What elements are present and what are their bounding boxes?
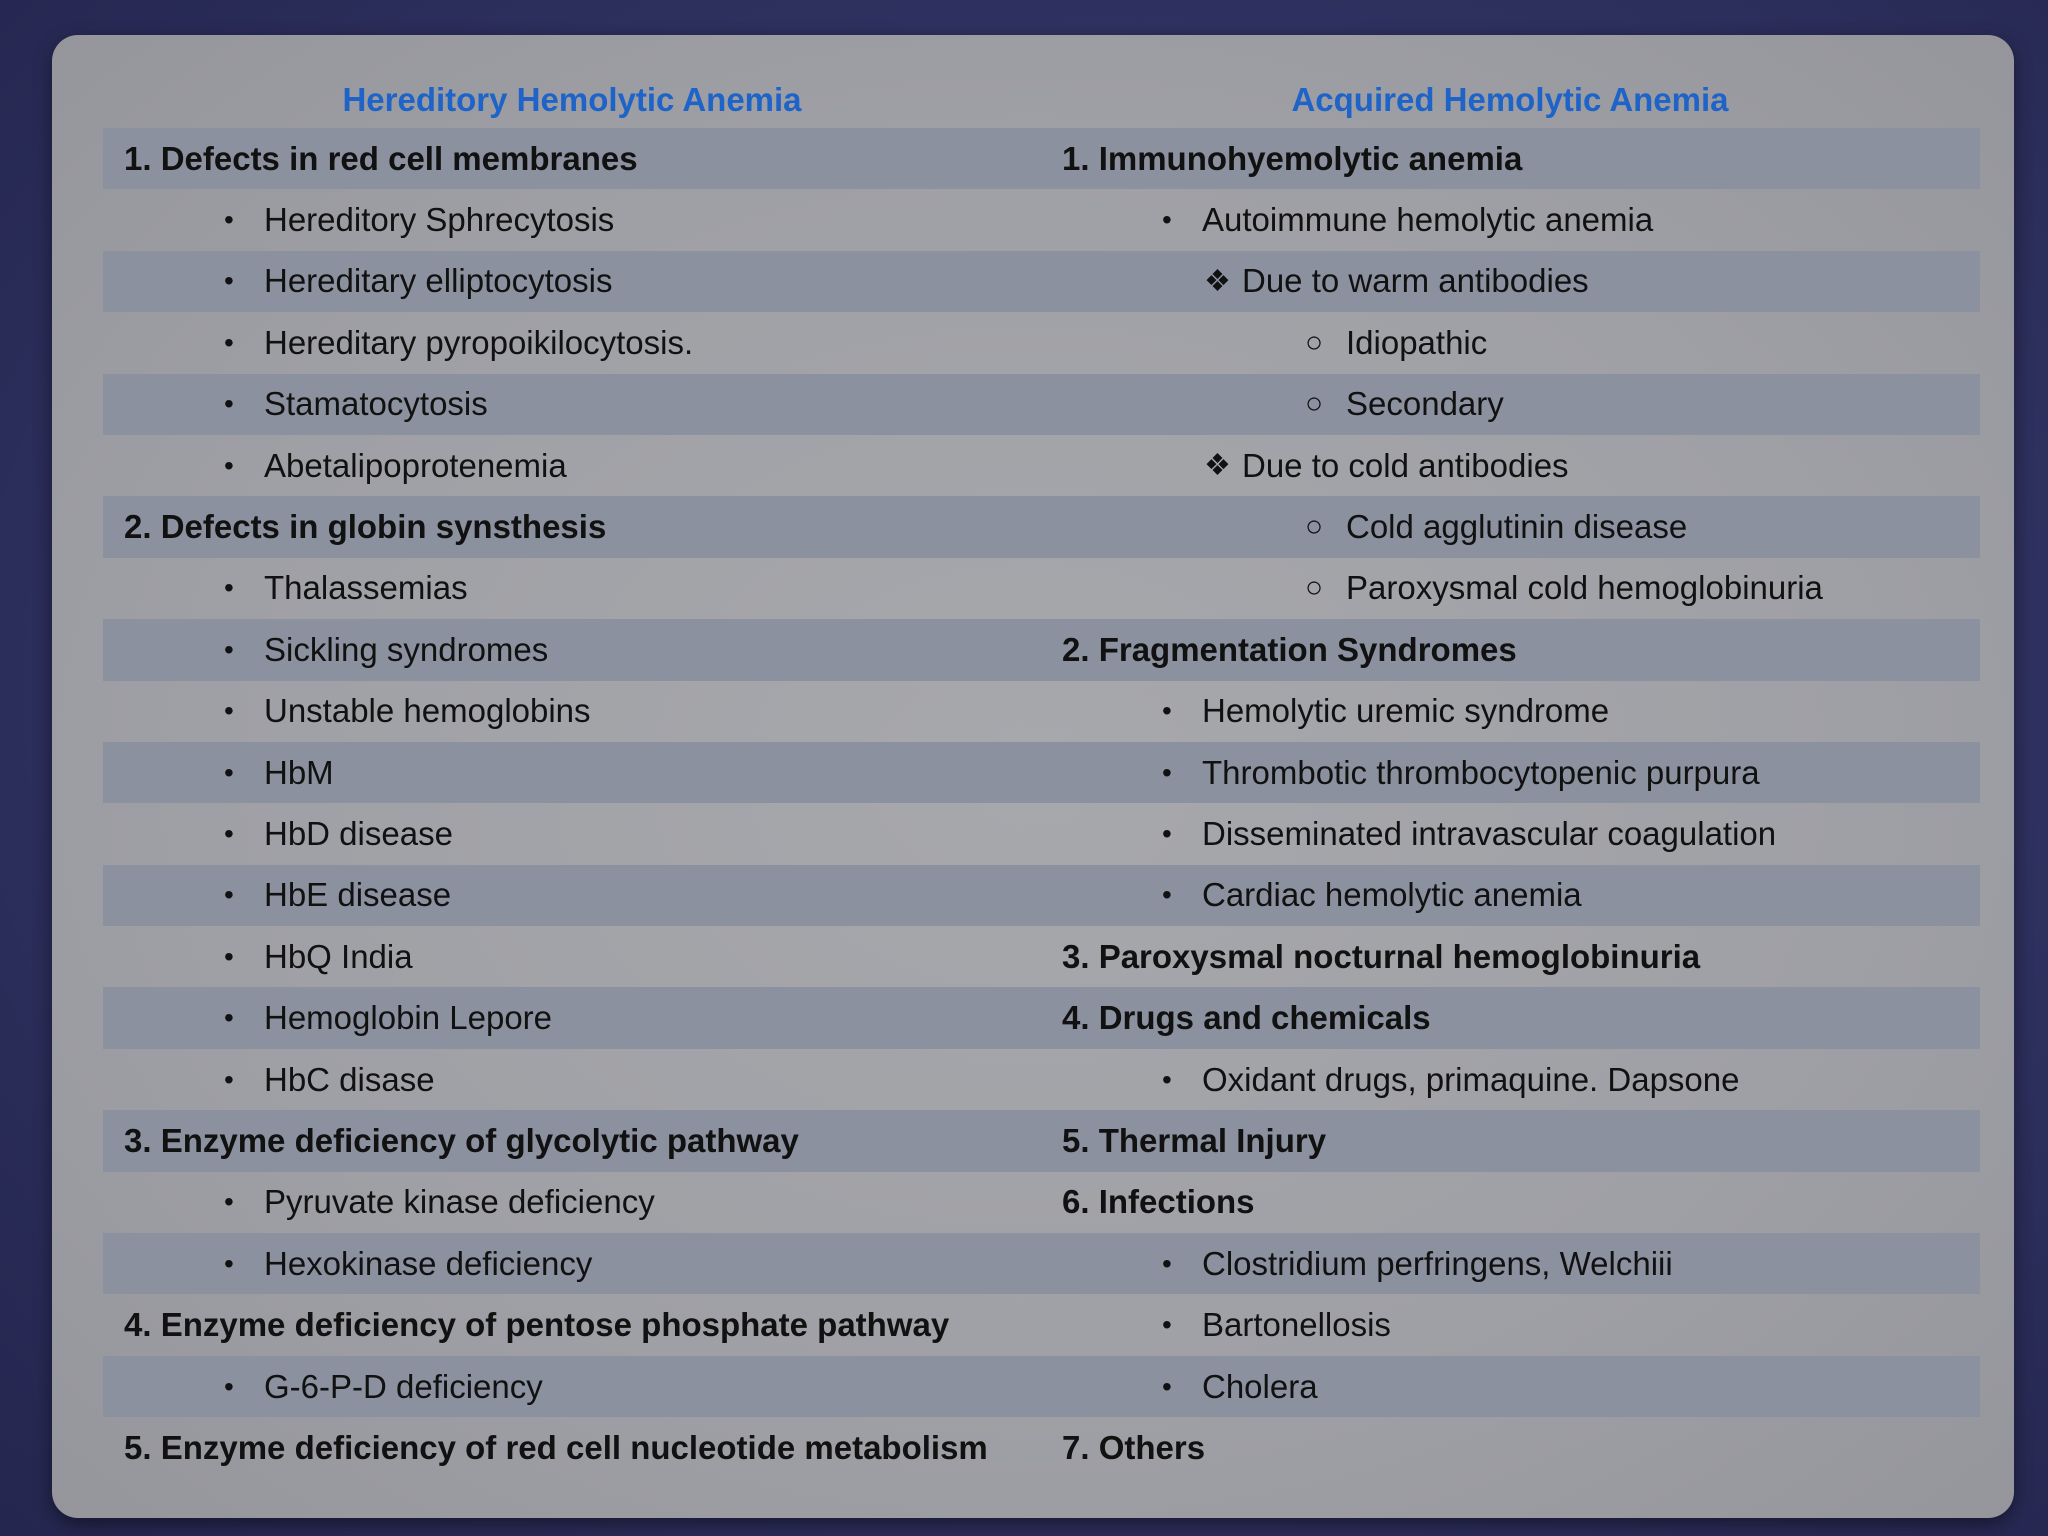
left-cell — [103, 374, 1041, 435]
table-row — [103, 128, 1980, 189]
right-cell — [1041, 189, 1979, 250]
left-cell — [103, 865, 1041, 926]
left-cell — [103, 312, 1041, 373]
left-cell-text: HbQ India — [264, 937, 413, 975]
left-cell-text: Hemoglobin Lepore — [264, 999, 553, 1037]
circle-bullet-icon: ○ — [1305, 325, 1324, 359]
table-row — [103, 189, 1980, 250]
right-cell — [1041, 1233, 1979, 1294]
circle-bullet-icon: ○ — [1305, 510, 1324, 544]
table-row — [103, 251, 1980, 312]
bullet-icon: • — [224, 817, 234, 849]
bullet-icon: • — [1162, 879, 1172, 911]
right-cell-text: Due to warm antibodies — [1242, 262, 1589, 300]
bullet-icon: • — [224, 388, 234, 420]
left-cell — [103, 926, 1041, 987]
table-row — [103, 374, 1980, 435]
right-cell-text: Cardiac hemolytic anemia — [1202, 876, 1582, 914]
right-cell — [1041, 558, 1979, 619]
table-row — [103, 496, 1980, 557]
left-cell — [103, 1172, 1041, 1233]
right-cell-text: Oxidant drugs, primaquine. Dapsone — [1202, 1060, 1740, 1098]
left-cell-text: G-6-P-D deficiency — [264, 1367, 543, 1405]
right-cell-text: Cold agglutinin disease — [1346, 508, 1688, 546]
left-cell — [103, 1356, 1041, 1417]
bullet-icon: • — [224, 572, 234, 604]
left-cell — [103, 251, 1041, 312]
left-cell: 3. Enzyme deficiency of glycolytic pathway — [124, 1121, 799, 1159]
left-cell-text: Sickling syndromes — [264, 630, 549, 668]
right-cell — [1041, 1049, 1979, 1110]
right-cell-text: Secondary — [1346, 385, 1504, 423]
right-cell-text: Hemolytic uremic syndrome — [1202, 692, 1610, 730]
right-cell: 2. Fragmentation Syndromes — [1062, 630, 1517, 668]
left-cell — [103, 189, 1041, 250]
right-cell — [1041, 742, 1979, 803]
right-cell — [1041, 374, 1979, 435]
left-cell-text: Hexokinase deficiency — [264, 1244, 593, 1282]
left-cell — [103, 987, 1041, 1048]
right-cell — [1041, 1294, 1979, 1355]
bullet-icon: • — [224, 1063, 234, 1095]
bullet-icon: • — [1162, 1309, 1172, 1341]
table-row — [103, 1417, 1980, 1478]
table-row — [103, 312, 1980, 373]
right-cell-text: Disseminated intravascular coagulation — [1202, 814, 1777, 852]
left-cell — [103, 619, 1041, 680]
left-cell — [103, 681, 1041, 742]
bullet-icon: • — [224, 449, 234, 481]
right-cell — [1041, 251, 1979, 312]
bullet-icon: • — [1162, 817, 1172, 849]
bullet-icon: • — [224, 1370, 234, 1402]
left-cell — [103, 435, 1041, 496]
hemolytic-anemia-table — [103, 72, 1980, 1479]
bullet-icon: • — [224, 633, 234, 665]
table-row — [103, 558, 1980, 619]
left-cell-text: Hereditary pyropoikilocytosis. — [264, 323, 694, 361]
left-cell-text: HbE disease — [264, 876, 452, 914]
right-cell-text: Due to cold antibodies — [1242, 446, 1569, 484]
left-cell — [103, 1233, 1041, 1294]
left-cell: 5. Enzyme deficiency of red cell nucleotide metabolism — [124, 1428, 988, 1466]
right-cell — [1041, 865, 1979, 926]
left-cell — [103, 742, 1041, 803]
bullet-icon: • — [224, 879, 234, 911]
right-cell — [1041, 1356, 1979, 1417]
diamond-bullet-icon: ❖ — [1204, 449, 1231, 483]
circle-bullet-icon: ○ — [1305, 571, 1324, 605]
right-cell — [1041, 312, 1979, 373]
left-cell-text: HbD disease — [264, 814, 453, 852]
table-row — [103, 1233, 1980, 1294]
diamond-bullet-icon: ❖ — [1204, 264, 1231, 298]
right-cell: 7. Others — [1062, 1428, 1206, 1466]
right-cell — [1041, 681, 1979, 742]
table-row — [103, 742, 1980, 803]
left-cell-text: Hereditary elliptocytosis — [264, 262, 613, 300]
right-cell — [1041, 435, 1979, 496]
right-cell-text: Thrombotic thrombocytopenic purpura — [1202, 753, 1760, 791]
bullet-icon: • — [224, 1247, 234, 1279]
table-row — [103, 1356, 1980, 1417]
left-cell — [103, 1049, 1041, 1110]
bullet-icon: • — [1162, 1370, 1172, 1402]
hereditory-header: Hereditory Hemolytic Anemia — [342, 81, 802, 118]
right-cell — [1041, 496, 1979, 557]
bullet-icon: • — [224, 265, 234, 297]
table-row — [103, 1110, 1980, 1171]
left-cell — [103, 803, 1041, 864]
right-cell: 6. Infections — [1062, 1183, 1255, 1221]
table-row — [103, 926, 1980, 987]
bullet-icon: • — [224, 326, 234, 358]
left-cell-text: HbC disase — [264, 1060, 435, 1098]
bullet-icon: • — [224, 940, 234, 972]
right-cell-text: Autoimmune hemolytic anemia — [1202, 201, 1654, 239]
right-cell-text: Cholera — [1202, 1367, 1318, 1405]
table-row — [103, 619, 1980, 680]
left-cell: 4. Enzyme deficiency of pentose phosphate pathway — [124, 1306, 950, 1344]
bullet-icon: • — [224, 204, 234, 236]
table-row — [103, 1049, 1980, 1110]
bullet-icon: • — [1162, 204, 1172, 236]
right-cell-text: Idiopathic — [1346, 323, 1488, 361]
table-row — [103, 987, 1980, 1048]
table-row — [103, 865, 1980, 926]
left-cell — [103, 558, 1041, 619]
left-cell-text: HbM — [264, 753, 334, 791]
bullet-icon: • — [1162, 695, 1172, 727]
left-cell-text: Stamatocytosis — [264, 385, 488, 423]
left-cell: 1. Defects in red cell membranes — [124, 139, 638, 177]
table-row — [103, 803, 1980, 864]
right-cell-text: Clostridium perfringens, Welchiii — [1202, 1244, 1673, 1282]
bullet-icon: • — [224, 695, 234, 727]
bullet-icon: • — [1162, 1247, 1172, 1279]
right-cell: 4. Drugs and chemicals — [1062, 999, 1431, 1037]
left-cell-text: Pyruvate kinase deficiency — [264, 1183, 655, 1221]
table-row — [103, 681, 1980, 742]
table-header-row — [103, 72, 1980, 128]
bullet-icon: • — [1162, 756, 1172, 788]
right-cell: 3. Paroxysmal nocturnal hemoglobinuria — [1062, 937, 1701, 975]
table-row — [103, 1172, 1980, 1233]
table-row — [103, 435, 1980, 496]
bullet-icon: • — [1162, 1063, 1172, 1095]
right-cell: 5. Thermal Injury — [1062, 1121, 1327, 1159]
left-cell-text: Unstable hemoglobins — [264, 692, 591, 730]
circle-bullet-icon: ○ — [1305, 387, 1324, 421]
right-cell-text: Paroxysmal cold hemoglobinuria — [1346, 569, 1823, 607]
left-cell-text: Abetalipoprotenemia — [264, 446, 567, 484]
left-cell: 2. Defects in globin synsthesis — [124, 508, 607, 546]
acquired-header: Acquired Hemolytic Anemia — [1291, 81, 1729, 118]
right-cell — [1041, 803, 1979, 864]
bullet-icon: • — [224, 1002, 234, 1034]
right-cell: 1. Immunohyemolytic anemia — [1062, 139, 1523, 177]
bullet-icon: • — [224, 1186, 234, 1218]
left-cell-text: Thalassemias — [264, 569, 468, 607]
left-cell-text: Hereditory Sphrecytosis — [264, 201, 615, 239]
right-cell-text: Bartonellosis — [1202, 1306, 1391, 1344]
bullet-icon: • — [224, 756, 234, 788]
table-row — [103, 1294, 1980, 1355]
